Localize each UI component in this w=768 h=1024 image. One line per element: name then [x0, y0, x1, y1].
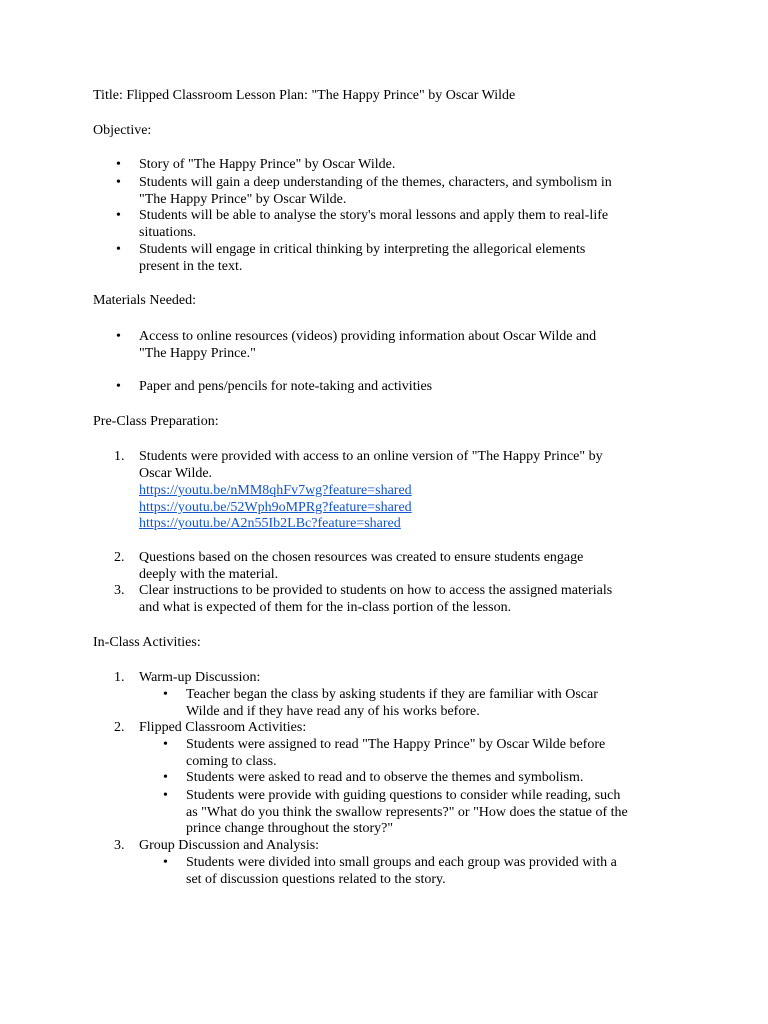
video-link-2[interactable]: https://youtu.be/52Wph9oMPRg?feature=shared	[139, 500, 412, 515]
bullet-icon: •	[116, 329, 121, 344]
bullet-icon: •	[163, 687, 168, 702]
list-number: 3.	[114, 838, 125, 853]
inclass-subitem: Students were asked to read and to observe the themes and symbolism.	[186, 770, 584, 785]
list-number: 2.	[114, 550, 125, 565]
inclass-item-2: Flipped Classroom Activities:	[139, 720, 307, 735]
bullet-icon: •	[116, 157, 121, 172]
objective-item-cont: "The Happy Prince" by Oscar Wilde.	[139, 192, 347, 207]
inclass-subitem: Teacher began the class by asking students if they are familiar with Oscar	[186, 687, 598, 702]
preclass-heading: Pre-Class Preparation:	[93, 414, 219, 429]
materials-item: Paper and pens/pencils for note-taking and activities	[139, 379, 433, 394]
inclass-subitem-cont: coming to class.	[186, 754, 277, 769]
list-number: 1.	[114, 449, 125, 464]
preclass-item-2: Questions based on the chosen resources was created to ensure students engage	[139, 550, 584, 565]
bullet-icon: •	[163, 788, 168, 803]
inclass-subitem: Students were provide with guiding questions to consider while reading, such	[186, 788, 621, 803]
inclass-subitem: Students were assigned to read "The Happy Prince" by Oscar Wilde before	[186, 737, 606, 752]
materials-item: Access to online resources (videos) providing information about Oscar Wilde and	[139, 329, 597, 344]
bullet-icon: •	[116, 242, 121, 257]
preclass-item-3: Clear instructions to be provided to students on how to access the assigned materials	[139, 583, 613, 598]
video-link-1[interactable]: https://youtu.be/nMM8qhFv7wg?feature=shared	[139, 483, 412, 498]
inclass-subitem-cont: prince change throughout the story?"	[186, 821, 394, 836]
bullet-icon: •	[163, 855, 168, 870]
bullet-icon: •	[116, 175, 121, 190]
preclass-item-1: Students were provided with access to an online version of "The Happy Prince" by	[139, 449, 603, 464]
objective-item-cont: present in the text.	[139, 259, 243, 274]
preclass-item-2-cont: deeply with the material.	[139, 567, 279, 582]
objective-item: Students will engage in critical thinking by interpreting the allegorical elements	[139, 242, 586, 257]
inclass-subitem-cont: set of discussion questions related to the story.	[186, 872, 446, 887]
preclass-item-3-cont: and what is expected of them for the in-class portion of the lesson.	[139, 600, 512, 615]
preclass-item-1-cont: Oscar Wilde.	[139, 466, 213, 481]
bullet-icon: •	[116, 379, 121, 394]
document-title: Title: Flipped Classroom Lesson Plan: "The Happy Prince" by Oscar Wilde	[93, 88, 516, 103]
objective-item: Story of "The Happy Prince" by Oscar Wilde.	[139, 157, 396, 172]
inclass-subitem: Students were divided into small groups and each group was provided with a	[186, 855, 617, 870]
bullet-icon: •	[163, 770, 168, 785]
inclass-heading: In-Class Activities:	[93, 635, 201, 650]
list-number: 1.	[114, 670, 125, 685]
video-link-3[interactable]: https://youtu.be/A2n55Ib2LBc?feature=shared	[139, 516, 401, 531]
objective-item: Students will gain a deep understanding of the themes, characters, and symbolism in	[139, 175, 612, 190]
inclass-item-3: Group Discussion and Analysis:	[139, 838, 320, 853]
objective-item-cont: situations.	[139, 225, 197, 240]
objective-heading: Objective:	[93, 123, 152, 138]
bullet-icon: •	[116, 208, 121, 223]
inclass-subitem-cont: as "What do you think the swallow represents?" or "How does the statue of the	[186, 805, 628, 820]
inclass-subitem-cont: Wilde and if they have read any of his works before.	[186, 704, 480, 719]
materials-item-cont: "The Happy Prince."	[139, 346, 256, 361]
materials-heading: Materials Needed:	[93, 293, 197, 308]
objective-item: Students will be able to analyse the story's moral lessons and apply them to real-life	[139, 208, 609, 223]
list-number: 2.	[114, 720, 125, 735]
inclass-item-1: Warm-up Discussion:	[139, 670, 261, 685]
bullet-icon: •	[163, 737, 168, 752]
list-number: 3.	[114, 583, 125, 598]
